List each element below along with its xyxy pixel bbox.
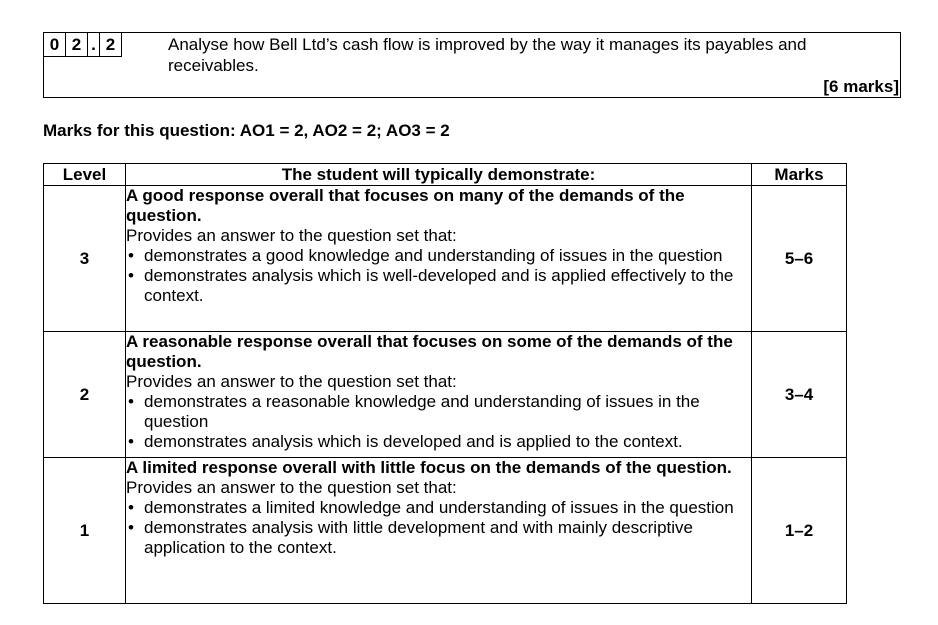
level-intro: Provides an answer to the question set that: [126,478,457,497]
level-intro: Provides an answer to the question set that: [126,226,457,245]
criteria-item: • demonstrates analysis which is developed and is applied to the context. [126,432,751,452]
column-header-marks: Marks [752,164,847,186]
level-cell: 3 [44,186,126,332]
criteria-item: • demonstrates analysis which is well-developed and is applied effectively to the context. [126,266,751,306]
table-header-row [44,164,847,186]
criteria-item: • demonstrates analysis with little development and with mainly descriptive application to the context. [126,518,751,558]
criteria-item: • demonstrates a limited knowledge and understanding of issues in the question [126,498,751,518]
level-heading: A reasonable response overall that focuses on some of the demands of the question. [126,332,733,371]
marks-cell: 3–4 [752,332,847,458]
column-header-level: Level [44,164,126,186]
mark-scheme-table [43,163,847,604]
level-cell: 1 [44,458,126,604]
description-cell [126,332,752,458]
criteria-list [126,246,751,306]
criteria-item: • demonstrates a good knowledge and understanding of issues in the question [126,246,751,266]
level-heading: A good response overall that focuses on many of the demands of the question. [126,186,685,225]
level-cell: 2 [44,332,126,458]
marks-cell: 1–2 [752,458,847,604]
criteria-list [126,498,751,558]
description-cell [126,458,752,604]
description-cell [126,186,752,332]
marks-summary: Marks for this question: AO1 = 2, AO2 = 2; AO3 = 2 [43,121,450,140]
question-number-digit: 2 [100,33,122,57]
question-marks: [6 marks] [823,77,899,96]
level-heading: A limited response overall with little focus on the demands of the question. [126,458,732,477]
question-number-digit: 0 [44,33,66,57]
question-number-digit: 2 [66,33,88,57]
criteria-item: • demonstrates a reasonable knowledge and understanding of issues in the question [126,392,751,432]
level-intro: Provides an answer to the question set that: [126,372,457,391]
table-row [44,458,847,604]
question-number-dot: . [88,33,100,57]
question-text: Analyse how Bell Ltd’s cash flow is improved by the way it manages its payables and receivables. [168,35,807,75]
column-header-description: The student will typically demonstrate: [126,164,752,186]
question-number [44,33,122,57]
criteria-list [126,392,751,452]
marks-cell: 5–6 [752,186,847,332]
table-row [44,332,847,458]
table-row [44,186,847,332]
question-box [43,32,901,98]
